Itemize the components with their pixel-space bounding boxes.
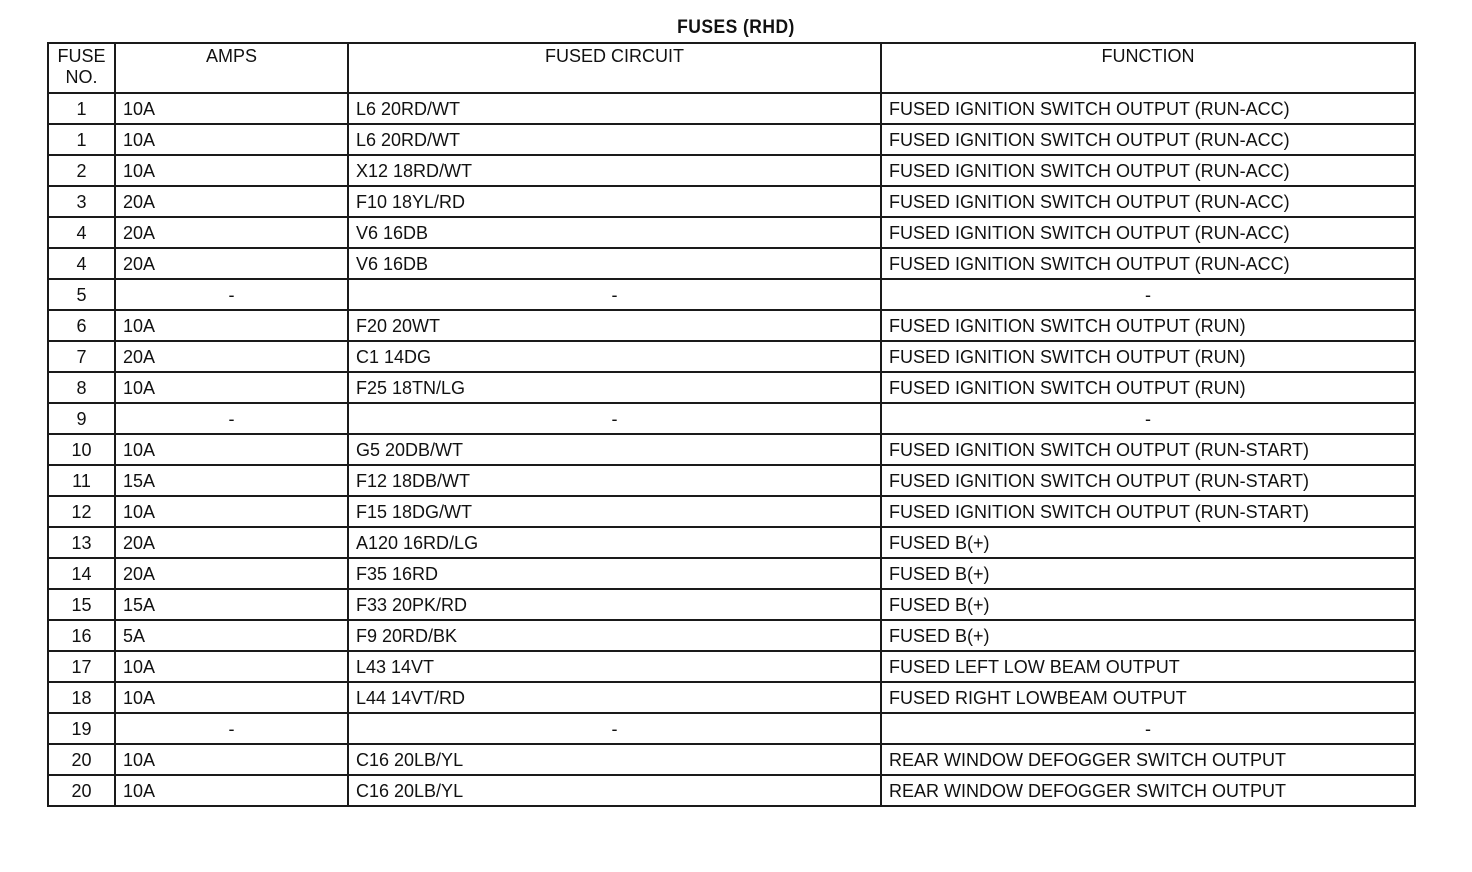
cell-amps: 20A	[115, 248, 348, 279]
cell-fused-circuit: F15 18DG/WT	[348, 496, 881, 527]
cell-amps: -	[115, 403, 348, 434]
cell-amps: 20A	[115, 341, 348, 372]
cell-amps: 10A	[115, 155, 348, 186]
cell-amps: 10A	[115, 124, 348, 155]
cell-fused-circuit: L43 14VT	[348, 651, 881, 682]
cell-fuse-no: 14	[48, 558, 115, 589]
cell-fused-circuit: L6 20RD/WT	[348, 124, 881, 155]
cell-function: FUSED B(+)	[881, 620, 1415, 651]
cell-amps: 10A	[115, 434, 348, 465]
cell-fuse-no: 11	[48, 465, 115, 496]
cell-fused-circuit: F9 20RD/BK	[348, 620, 881, 651]
table-row	[48, 155, 1415, 186]
table-row	[48, 310, 1415, 341]
cell-function: -	[881, 403, 1415, 434]
cell-fuse-no: 15	[48, 589, 115, 620]
table-row	[48, 496, 1415, 527]
cell-function: FUSED IGNITION SWITCH OUTPUT (RUN-ACC)	[881, 217, 1415, 248]
table-row	[48, 434, 1415, 465]
cell-function: FUSED RIGHT LOWBEAM OUTPUT	[881, 682, 1415, 713]
cell-amps: 10A	[115, 496, 348, 527]
cell-amps: 10A	[115, 651, 348, 682]
cell-function: FUSED B(+)	[881, 527, 1415, 558]
table-row	[48, 217, 1415, 248]
table-row	[48, 248, 1415, 279]
cell-amps: 15A	[115, 589, 348, 620]
table-row	[48, 186, 1415, 217]
cell-function: FUSED IGNITION SWITCH OUTPUT (RUN-ACC)	[881, 186, 1415, 217]
cell-fused-circuit: L44 14VT/RD	[348, 682, 881, 713]
header-fuse-no	[48, 43, 115, 93]
cell-fuse-no: 6	[48, 310, 115, 341]
cell-amps: 20A	[115, 527, 348, 558]
cell-function: FUSED B(+)	[881, 589, 1415, 620]
cell-function: FUSED IGNITION SWITCH OUTPUT (RUN)	[881, 310, 1415, 341]
table-row	[48, 651, 1415, 682]
cell-fuse-no: 20	[48, 744, 115, 775]
page-title: FUSES (RHD)	[677, 17, 795, 38]
cell-fused-circuit: F10 18YL/RD	[348, 186, 881, 217]
cell-fuse-no: 10	[48, 434, 115, 465]
cell-function: FUSED IGNITION SWITCH OUTPUT (RUN-START)	[881, 496, 1415, 527]
table-row	[48, 403, 1415, 434]
cell-fused-circuit: V6 16DB	[348, 217, 881, 248]
cell-fused-circuit: L6 20RD/WT	[348, 93, 881, 124]
cell-fuse-no: 5	[48, 279, 115, 310]
cell-amps: 20A	[115, 186, 348, 217]
cell-amps: 5A	[115, 620, 348, 651]
cell-function: FUSED IGNITION SWITCH OUTPUT (RUN-ACC)	[881, 93, 1415, 124]
cell-fused-circuit: C16 20LB/YL	[348, 775, 881, 806]
cell-function: FUSED IGNITION SWITCH OUTPUT (RUN)	[881, 372, 1415, 403]
cell-fuse-no: 1	[48, 93, 115, 124]
cell-amps: 20A	[115, 558, 348, 589]
cell-function: FUSED LEFT LOW BEAM OUTPUT	[881, 651, 1415, 682]
cell-fuse-no: 2	[48, 155, 115, 186]
cell-fused-circuit: V6 16DB	[348, 248, 881, 279]
table-row	[48, 558, 1415, 589]
table-row	[48, 682, 1415, 713]
cell-fuse-no: 7	[48, 341, 115, 372]
cell-fused-circuit: A120 16RD/LG	[348, 527, 881, 558]
cell-function: FUSED IGNITION SWITCH OUTPUT (RUN-ACC)	[881, 248, 1415, 279]
table-row	[48, 341, 1415, 372]
cell-amps: 10A	[115, 744, 348, 775]
cell-amps: 10A	[115, 372, 348, 403]
table-row	[48, 713, 1415, 744]
cell-fuse-no: 9	[48, 403, 115, 434]
cell-fuse-no: 4	[48, 248, 115, 279]
cell-fuse-no: 13	[48, 527, 115, 558]
cell-fuse-no: 19	[48, 713, 115, 744]
table-row	[48, 279, 1415, 310]
cell-amps: -	[115, 713, 348, 744]
cell-function: FUSED IGNITION SWITCH OUTPUT (RUN-START)	[881, 465, 1415, 496]
cell-fused-circuit: -	[348, 403, 881, 434]
cell-amps: 20A	[115, 217, 348, 248]
cell-amps: 10A	[115, 310, 348, 341]
cell-fuse-no: 8	[48, 372, 115, 403]
cell-function: FUSED B(+)	[881, 558, 1415, 589]
table-row	[48, 620, 1415, 651]
table-row	[48, 744, 1415, 775]
cell-function: REAR WINDOW DEFOGGER SWITCH OUTPUT	[881, 744, 1415, 775]
cell-function: FUSED IGNITION SWITCH OUTPUT (RUN-ACC)	[881, 155, 1415, 186]
cell-fuse-no: 17	[48, 651, 115, 682]
cell-fuse-no: 12	[48, 496, 115, 527]
table-row	[48, 93, 1415, 124]
cell-fuse-no: 4	[48, 217, 115, 248]
table-row	[48, 124, 1415, 155]
cell-fused-circuit: F12 18DB/WT	[348, 465, 881, 496]
cell-fuse-no: 18	[48, 682, 115, 713]
cell-fused-circuit: F35 16RD	[348, 558, 881, 589]
table-header	[48, 43, 1415, 93]
cell-function: FUSED IGNITION SWITCH OUTPUT (RUN-ACC)	[881, 124, 1415, 155]
table-row	[48, 775, 1415, 806]
cell-amps: 10A	[115, 93, 348, 124]
cell-fused-circuit: C1 14DG	[348, 341, 881, 372]
table-row	[48, 589, 1415, 620]
cell-fuse-no: 1	[48, 124, 115, 155]
header-fuse-no-line2: NO.	[65, 67, 98, 87]
cell-function: REAR WINDOW DEFOGGER SWITCH OUTPUT	[881, 775, 1415, 806]
cell-fuse-no: 3	[48, 186, 115, 217]
cell-amps: 10A	[115, 682, 348, 713]
cell-fuse-no: 20	[48, 775, 115, 806]
table-row	[48, 465, 1415, 496]
table-row	[48, 372, 1415, 403]
header-amps: AMPS	[115, 43, 348, 93]
fuse-table	[47, 42, 1416, 807]
cell-amps: 15A	[115, 465, 348, 496]
cell-fuse-no: 16	[48, 620, 115, 651]
cell-fused-circuit: X12 18RD/WT	[348, 155, 881, 186]
table-row	[48, 527, 1415, 558]
cell-fused-circuit: -	[348, 713, 881, 744]
cell-fused-circuit: F33 20PK/RD	[348, 589, 881, 620]
cell-amps: 10A	[115, 775, 348, 806]
cell-fused-circuit: -	[348, 279, 881, 310]
header-fused-circuit: FUSED CIRCUIT	[348, 43, 881, 93]
cell-fused-circuit: F25 18TN/LG	[348, 372, 881, 403]
header-fuse-no-line1: FUSE	[57, 46, 106, 66]
header-row	[48, 43, 1415, 93]
cell-fused-circuit: G5 20DB/WT	[348, 434, 881, 465]
cell-function: -	[881, 713, 1415, 744]
cell-function: FUSED IGNITION SWITCH OUTPUT (RUN)	[881, 341, 1415, 372]
header-function: FUNCTION	[881, 43, 1415, 93]
cell-fused-circuit: C16 20LB/YL	[348, 744, 881, 775]
cell-fused-circuit: F20 20WT	[348, 310, 881, 341]
cell-amps: -	[115, 279, 348, 310]
table-body	[48, 93, 1415, 806]
cell-function: -	[881, 279, 1415, 310]
cell-function: FUSED IGNITION SWITCH OUTPUT (RUN-START)	[881, 434, 1415, 465]
